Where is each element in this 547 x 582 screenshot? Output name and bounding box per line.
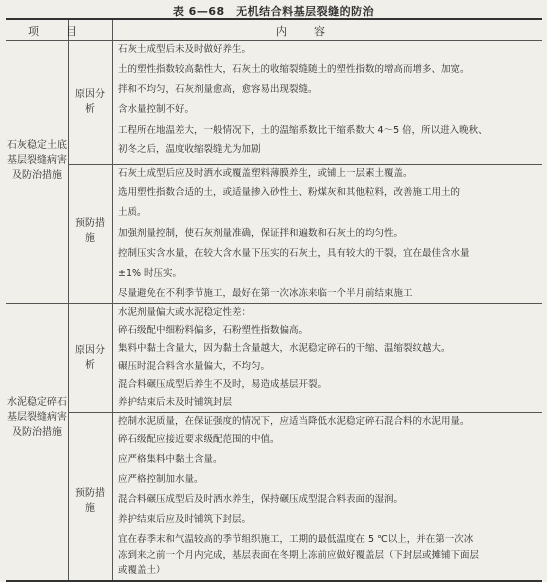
sub-label-prevention: 预防措施 (75, 218, 105, 244)
content-line: 养护结束后应及时铺筑下封层。 (118, 514, 252, 525)
content-line: 选用塑性指数合适的土，或适量掺入砂性土、粉煤灰和其他粒料，改善施工用土的 (118, 187, 461, 198)
content-line: 混合料碾压成型后养生不及时，易造成基层开裂。 (118, 379, 328, 390)
content-line: 应严格集料中黏土含量。 (118, 454, 223, 465)
column-rule (68, 20, 69, 580)
category-cement-gravel: 水泥稳定碎石基层裂缝病害及防治措施 (7, 397, 67, 438)
content-line: 含水量控制不好。 (118, 104, 195, 115)
group-rule (68, 164, 542, 165)
content-line: 应严格控制加水量。 (118, 474, 204, 485)
content-line: 集料中黏土含量大，因为黏土含量越大，水泥稳定碎石的干缩、温缩裂纹越大。 (118, 343, 451, 354)
content-line: 控制水泥质量，在保证强度的情况下，应适当降低水泥稳定碎石混合料的水泥用量。 (118, 416, 470, 427)
content-line: 碎石级配中细粉料偏多，石粉塑性指数偏高。 (118, 325, 309, 336)
content-line: 碎石级配应接近要求级配范围的中值。 (118, 434, 280, 445)
table-title: 表 6—68 无机结合料基层裂缝的防治 (172, 5, 375, 18)
content-line: 尽量避免在不利季节施工，最好在第一次冰冻来临一个半月前结束施工 (118, 288, 413, 299)
content-line: 养护结束后未及时铺筑封层 (118, 397, 233, 408)
content-line: 拌和不均匀，石灰剂量愈高，愈容易出现裂缝。 (118, 84, 318, 95)
group-rule (68, 412, 542, 413)
header-item: 项 目 (28, 25, 85, 38)
content-line: 加强剂量控制，使石灰剂量准确，保证拌和遍数和石灰土的均匀性。 (118, 228, 404, 239)
content-line: ±1% 时压实。 (118, 268, 183, 279)
content-line: 石灰土成型后未及时做好养生。 (118, 44, 252, 55)
content-line: 土质。 (118, 207, 147, 218)
content-line: 或覆盖土） (118, 565, 166, 576)
content-line: 混合料碾压成型后及时洒水养生，保持碾压成型混合料表面的湿润。 (118, 494, 404, 505)
content-line: 工程所在地温差大，一般情况下，土的温缩系数比干缩系数大 4～5 倍，所以进入晚秋、 (118, 125, 488, 136)
column-rule (112, 20, 113, 580)
content-line: 控制压实含水量，在较大含水量下压实的石灰土，具有较大的干裂，宜在最佳含水量 (118, 248, 470, 259)
sub-label-cause: 原因分析 (75, 345, 105, 371)
content-line: 碾压时混合料含水量偏大，不均匀。 (118, 361, 271, 372)
content-line: 土的塑性指数较高黏性大，石灰土的收缩裂缝随土的塑性指数的增高而增多、加宽。 (118, 64, 470, 75)
table (6, 18, 542, 582)
content-line: 初冬之后，温度收缩裂缝尤为加剧 (118, 144, 261, 155)
section-rule (6, 303, 542, 304)
header-content: 内 容 (276, 25, 333, 38)
sub-label-prevention: 预防措施 (75, 488, 105, 514)
category-lime-soil: 石灰稳定土底基层裂缝病害及防治措施 (7, 140, 67, 181)
content-line: 水泥剂量偏大或水泥稳定性差： (118, 307, 252, 318)
sub-label-cause: 原因分析 (75, 89, 105, 115)
header-rule (6, 40, 542, 41)
content-line: 冻到来之前一个月内完成，基层表面在冬期上冻前应做好覆盖层（下封层或摊铺下面层 (118, 550, 480, 561)
content-line: 石灰土成型后应及时洒水或覆盖塑料薄膜养生，或铺上一层素土覆盖。 (118, 168, 413, 179)
content-line: 宜在春季末和气温较高的季节组织施工，工期的最低温度在 5 ℃以上，并在第一次冰 (118, 534, 474, 545)
